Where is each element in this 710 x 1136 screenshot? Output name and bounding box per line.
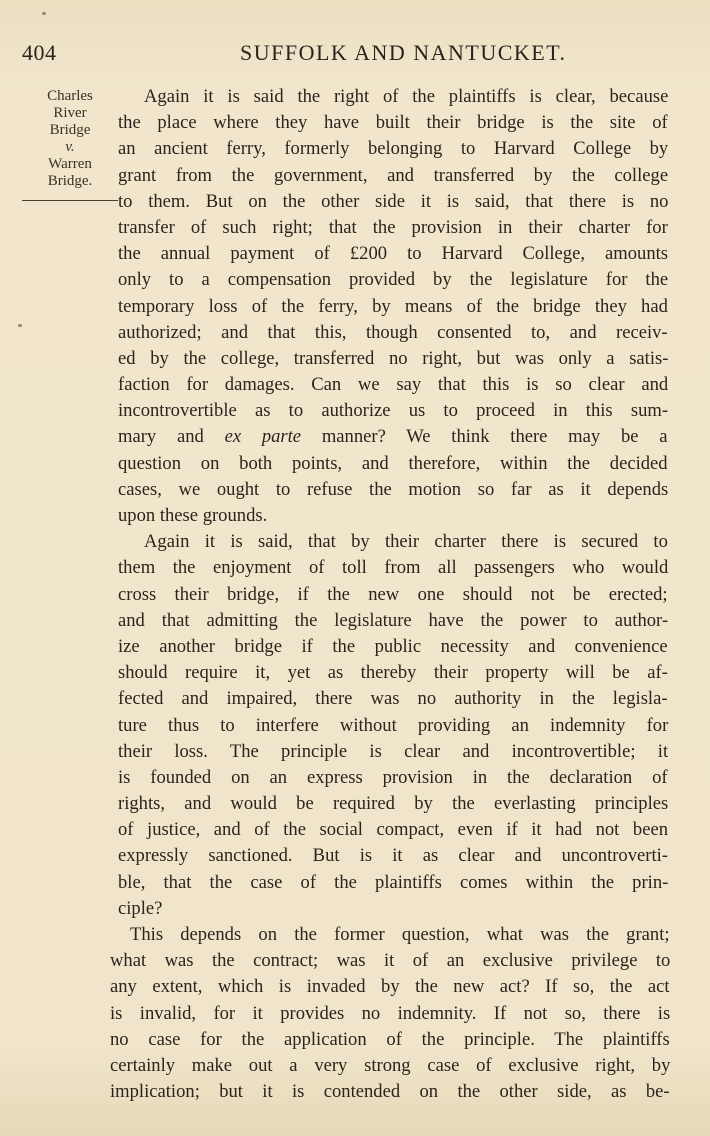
- text-line: faction for damages. Can we say that this is so clear and: [118, 374, 669, 396]
- text-line: any extent, which is invaded by the new act? If so, the act: [110, 976, 670, 998]
- text-line: their loss. The principle is clear and incontrovertible; it: [118, 740, 669, 762]
- text-line: is founded on an express provision in the declaration of: [118, 766, 668, 788]
- text-line: Again it is said the right of the plaintiffs is clear, because: [144, 86, 669, 107]
- text-line: implication; but it is contended on the other side, as be-: [110, 1081, 670, 1103]
- sidenote-divider: [22, 200, 118, 201]
- text-line: only to a compensation provided by the legislature for the: [118, 269, 669, 291]
- text-line: an ancient ferry, formerly belonging to Harvard College by: [118, 138, 669, 160]
- text-line: is invalid, for it provides no indemnity. If not so, there is: [110, 1002, 671, 1024]
- text-line: them the enjoyment of toll from all passengers who would: [118, 557, 669, 579]
- sidenote-line: River: [53, 105, 87, 121]
- text-line: cases, we ought to refuse the motion so far as it depends: [118, 478, 669, 500]
- sidenote-line: Bridge: [49, 122, 91, 138]
- text-line: question on both points, and therefore, within the decided: [118, 452, 668, 474]
- sidenote-line: Charles: [47, 88, 93, 104]
- text-line: mary and ex parte manner? We think there may be a: [118, 426, 668, 448]
- text-line: ture thus to interfere without providing an indemnity for: [118, 714, 669, 736]
- body-text-continued: [110, 922, 670, 1105]
- text-line: the place where they have built their bridge is the site of: [118, 112, 668, 134]
- body-text: [118, 84, 668, 922]
- text-line: temporary loss of the ferry, by means of the bridge they had: [118, 295, 668, 317]
- text-line: the annual payment of £200 to Harvard College, amounts: [118, 243, 669, 265]
- text-line: transfer of such right; that the provision in their charter for: [118, 216, 668, 238]
- page-number: 404: [22, 40, 57, 65]
- text-line: no case for the application of the principle. The plaintiffs: [110, 1028, 670, 1050]
- sidenote-line: Bridge.: [47, 173, 93, 189]
- sidenote-line: Warren: [48, 156, 92, 172]
- text-line: This depends on the former question, what was the grant;: [130, 924, 670, 945]
- text-line: ed by the college, transferred no right, but was only a satis-: [118, 347, 669, 369]
- paper-blemish: [42, 12, 46, 15]
- sidenote-line: v.: [65, 139, 75, 155]
- case-sidenote: [30, 88, 110, 190]
- text-line: rights, and would be required by the everlasting principles: [118, 793, 669, 815]
- text-line: ize another bridge if the public necessity and convenience: [118, 635, 668, 657]
- paper-blemish: [18, 324, 22, 327]
- text-line: what was the contract; was it of an exclusive privilege to: [110, 950, 671, 972]
- text-line: ble, that the case of the plaintiffs comes within the prin-: [118, 871, 669, 893]
- text-line: expressly sanctioned. But is it as clear and uncontroverti-: [118, 845, 668, 867]
- text-line: of justice, and of the social compact, even if it had not been: [118, 819, 668, 841]
- running-header: [0, 40, 710, 74]
- text-line: certainly make out a very strong case of exclusive right, by: [110, 1054, 671, 1076]
- text-line: and that admitting the legislature have the power to author-: [118, 609, 669, 631]
- text-line: cross their bridge, if the new one should not be erected;: [118, 583, 668, 605]
- text-line: Again it is said, that by their charter there is secured to: [144, 531, 668, 553]
- text-line: to them. But on the other side it is said, that there is no: [118, 190, 669, 212]
- text-line: fected and impaired, there was no authority in the legisla-: [118, 688, 668, 710]
- text-line: grant from the government, and transferred by the college: [118, 164, 669, 186]
- text-line: incontrovertible as to authorize us to proceed in this sum-: [118, 400, 669, 422]
- text-line: ciple?: [118, 897, 163, 919]
- text-line: should require it, yet as thereby their property will be af-: [118, 662, 668, 684]
- text-line: upon these grounds.: [118, 505, 268, 526]
- running-title: SUFFOLK AND NANTUCKET.: [240, 40, 567, 65]
- text-line: authorized; and that this, though consented to, and receiv-: [118, 321, 668, 343]
- latin-phrase: ex parte: [224, 426, 302, 448]
